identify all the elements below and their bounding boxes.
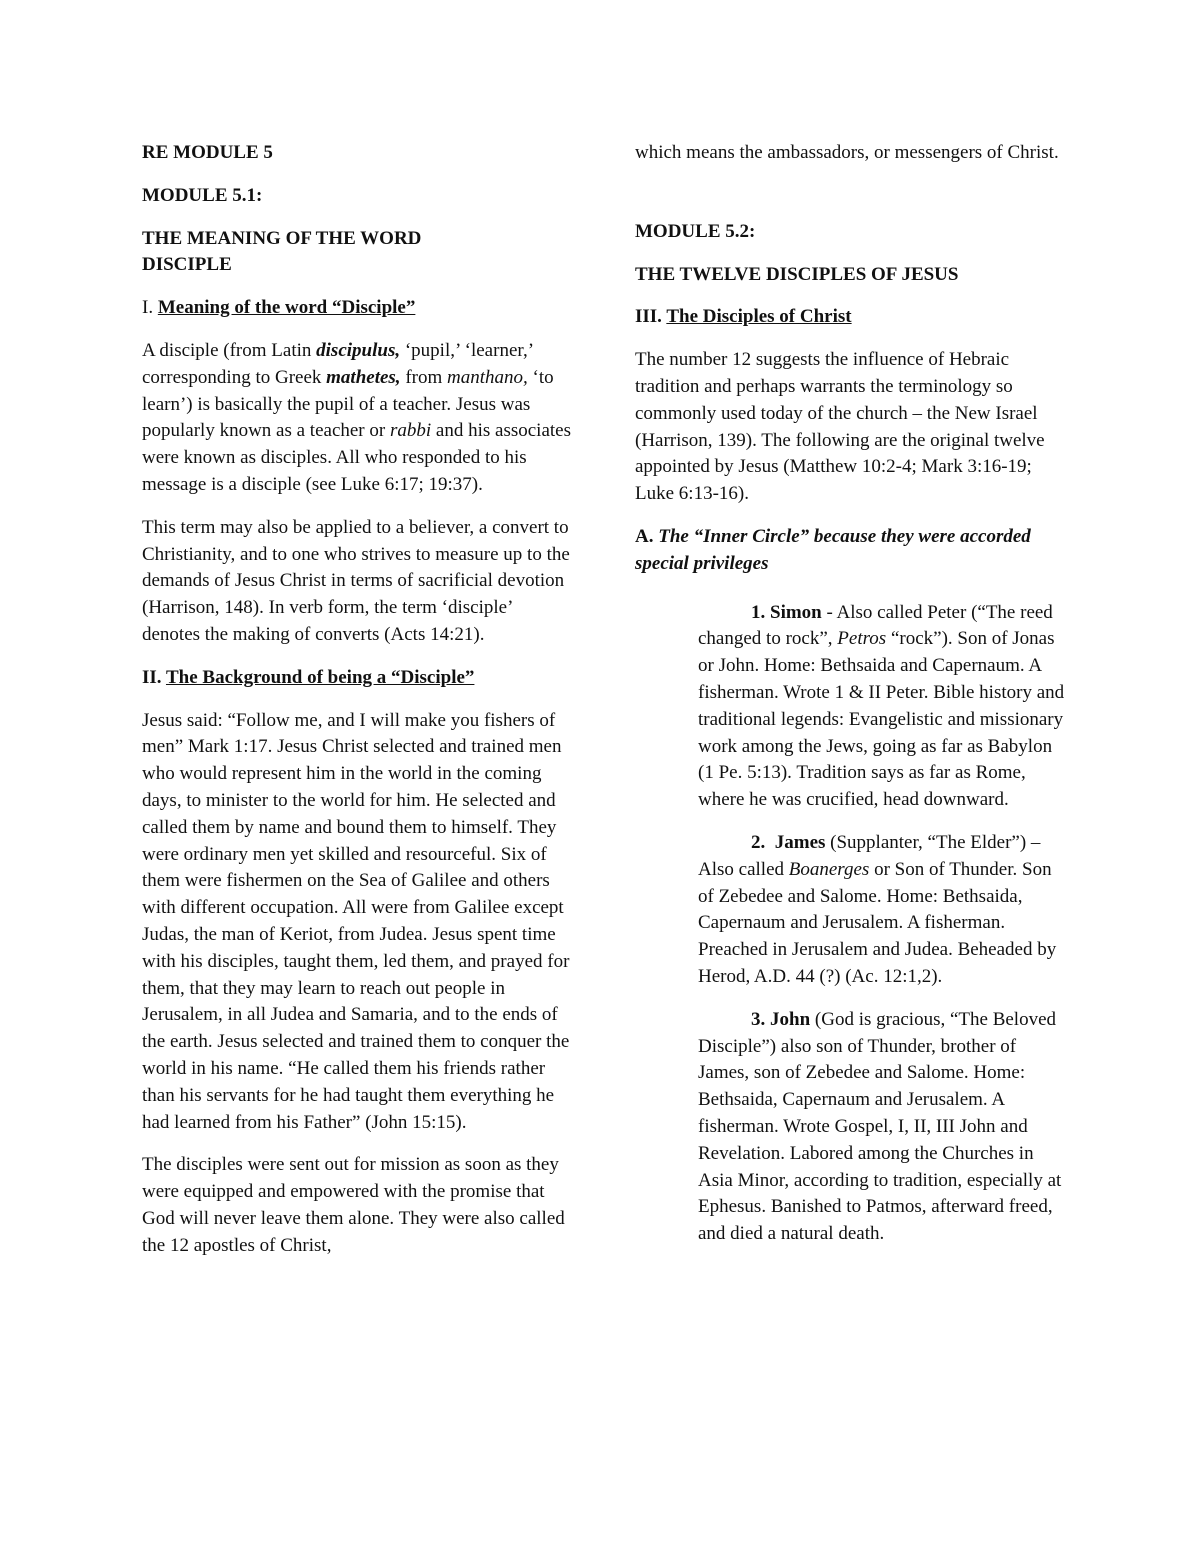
disciple-name: James <box>774 831 826 853</box>
disciple-entry-simon <box>635 600 1065 814</box>
paragraph: Jesus said: “Follow me, and I will make you fishers of men” Mark 1:17. Jesus Christ selected and trained men who would represent him in the world in the coming days, to minister to the world for him. He selected and called them by name and bound them to himself. They were ordinary men yet skilled and resourceful. Six of them were fishermen on the Sea of Galilee and others with different occupation. All were from Galilee except Judas, the man of Keriot, from Judea. Jesus spent time with his disciples, taught them, led them, and prayed for them, that they may learn to reach out people in Jerusalem, in all Judea and Samaria, and to the ends of the earth. Jesus selected and trained them to conquer the world in his name. “He called them his friends rather than his servants for he had taught them everything he had learned from his Father” (John 15:15). <box>142 709 570 1133</box>
paragraph: The disciples were sent out for mission as soon as they were equipped and empowered with the promise that God will never leave them alone. They were also called the 12 apostles of Christ, <box>142 1154 565 1256</box>
text-run: ‘to learn’) is basically the pupil of a teacher. Jesus was popularly known as a teacher or <box>142 366 554 442</box>
module-heading: THE TWELVE DISCIPLES OF JESUS <box>635 263 959 285</box>
italic-term: Petros <box>837 628 887 650</box>
text-run: (God is gracious, “The Beloved Disciple”) also son of Thunder, brother of James, son of Zebedee and Salome. Home: Bethsaida, Capernaum and Jerusalem. A fisherman. Wrote Gospel, I, II, III John and Revelation. Labored among the Churches in Asia Minor, according to tradition, especially at Ephesus. Banished to Patmos, afterward freed, and died a natural death. <box>698 1008 1062 1245</box>
text-run: “rock”). Son of Jonas or John. Home: Bethsaida and Capernaum. A fisherman. Wrote 1 & II Peter. Bible history and traditional legends: Evangelistic and missionary work among the Jews, going as far as Babylon (1 Pe. 5:13). Tradition says as far as Rome, where he was crucified, head downward. <box>698 628 1065 811</box>
disciple-name: Simon <box>770 601 822 623</box>
text-run: from <box>400 366 447 388</box>
section-numeral: III. <box>635 306 662 328</box>
list-number: 1. <box>751 601 766 623</box>
text-run: and his associates were known as disciples. All who responded to his message is a disciple (see Luke 6:17; 19:37). <box>142 420 571 495</box>
text-run: or Son of Thunder. Son of Zebedee and Salome. Home: Bethsaida, Capernaum and Jerusalem. A fisherman. Preached in Jerusalem and Judea. Beheaded by Herod, A.D. 44 (?) (Ac. 12:1,2). <box>698 858 1057 987</box>
subsection-heading <box>635 524 1065 578</box>
latin-term: discipulus, <box>316 339 401 361</box>
left-column <box>142 140 572 1259</box>
disciple-name: John <box>770 1008 811 1030</box>
document-title: RE MODULE 5 <box>142 142 273 163</box>
paragraph-continuation: which means the ambassadors, or messengers of Christ. <box>635 142 1059 163</box>
module-heading: THE MEANING OF THE WORD DISCIPLE <box>142 227 422 276</box>
section-title: The Disciples of Christ <box>666 306 852 328</box>
rabbi-term: rabbi <box>389 420 432 442</box>
greek-verb: manthano, <box>447 366 528 388</box>
section-heading <box>635 304 1065 331</box>
subsection-title: The “Inner Circle” because they were accorded special privileges <box>635 525 1031 574</box>
section-heading <box>142 295 572 322</box>
paragraph: The number 12 suggests the influence of Hebraic tradition and perhaps warrants the terminology so commonly used today of the church – the New Israel (Harrison, 139). The following are the original twelve appointed by Jesus (Matthew 10:2-4; Mark 3:16-19; Luke 6:13-16). <box>635 349 1045 505</box>
right-column <box>635 140 1065 1248</box>
text-run: (Supplanter, “The Elder”) – Also called <box>698 831 1041 880</box>
text-run: A disciple (from Latin <box>142 339 317 361</box>
section-numeral: I. <box>142 297 154 319</box>
paragraph <box>142 338 572 499</box>
section-numeral: II. <box>142 666 162 688</box>
module-label: MODULE 5.1: <box>142 184 263 206</box>
list-number: 3. <box>751 1008 766 1030</box>
section-title: Meaning of the word “Disciple” <box>157 297 416 319</box>
greek-term: mathetes, <box>326 366 401 388</box>
section-title: The Background of being a “Disciple” <box>165 666 475 688</box>
text-run: ‘pupil,’ ‘learner,’ corresponding to Greek <box>142 339 533 388</box>
list-number: 2. <box>751 831 766 853</box>
section-heading <box>142 665 572 692</box>
paragraph: This term may also be applied to a believer, a convert to Christianity, and to one who strives to measure up to the demands of Jesus Christ in terms of sacrificial devotion (Harrison, 148). In verb form, the term ‘disciple’ denotes the making of converts (Acts 14:21). <box>142 516 570 645</box>
disciple-entry-james <box>635 830 1065 991</box>
module-label: MODULE 5.2: <box>635 220 756 242</box>
disciple-entry-john <box>635 1007 1065 1248</box>
text-run: - Also called Peter (“The reed changed to rock”, <box>698 601 1053 650</box>
subsection-letter: A. <box>635 525 654 547</box>
italic-term: Boanerges <box>788 858 870 880</box>
